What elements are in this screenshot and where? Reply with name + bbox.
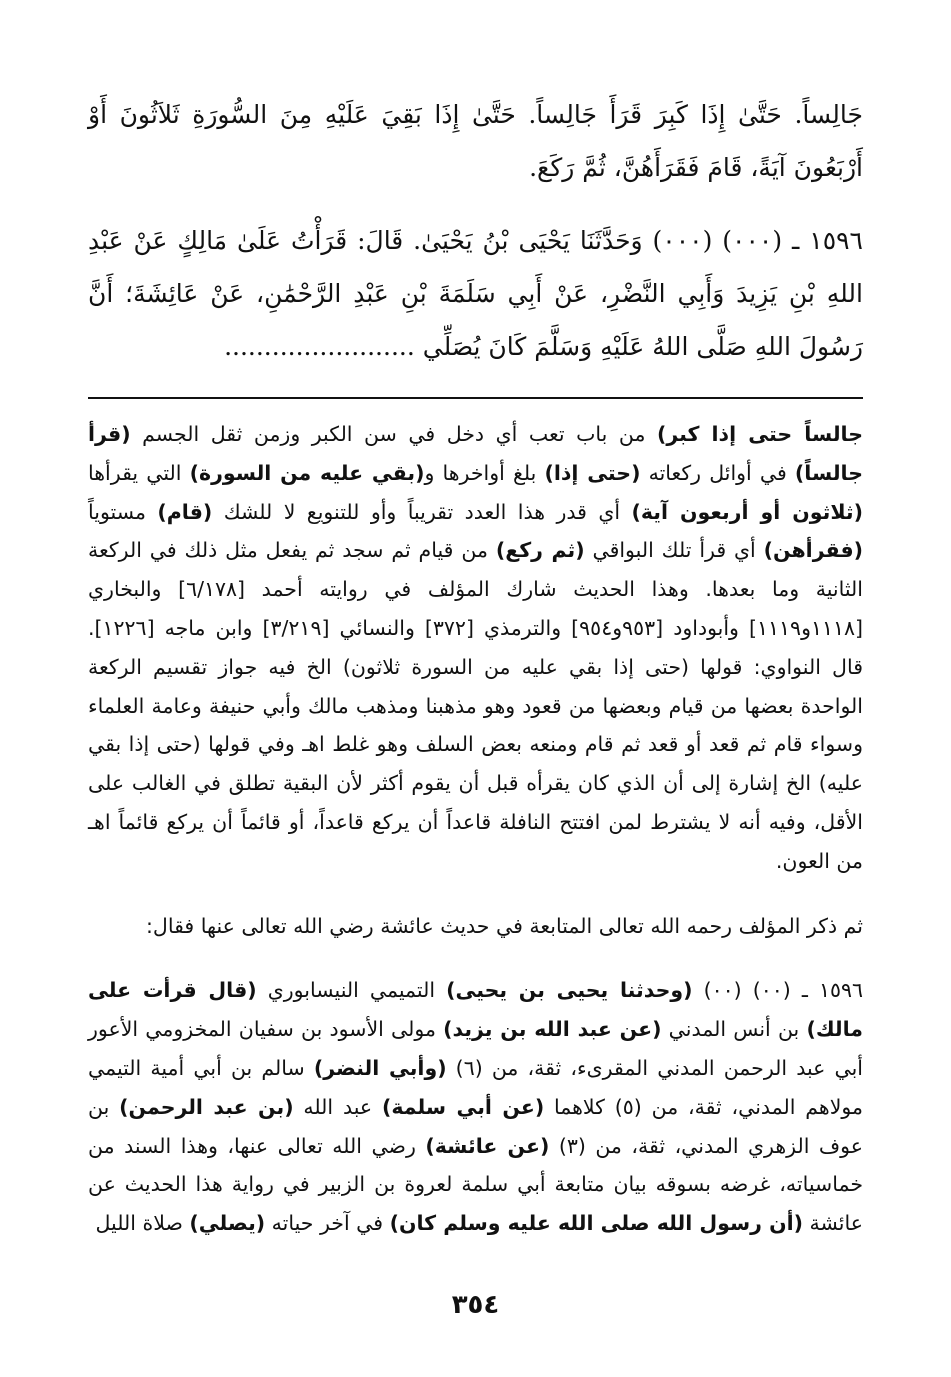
commentary-lemma: (ثم ركع) [495, 538, 585, 563]
hadith-paragraph-1: جَالِساً. حَتَّىٰ إِذَا كَبِرَ قَرَأَ جَالِساً. حَتَّىٰ إِذَا بَقِيَ عَلَيْهِ مِنَ السُّورَةِ ثَلاَثُونَ أَوْ أَرْبَعُونَ آيَةً، قَامَ فَقَرَأَهُنَّ، ثُمَّ رَكَعَ. [88, 100, 863, 182]
commentary-lemma: جالساً حتى إذا كبر) [656, 422, 863, 446]
book-page [88, 88, 863, 1255]
commentary-lemma: (وحدثنا يحيى بن يحيى) [446, 978, 693, 1003]
commentary-lemma: (عن عبد الله بن يزيد) [443, 1017, 662, 1042]
commentary-lemma: (عن عائشة) [425, 1133, 550, 1158]
hadith-paragraph-2: ١٥٩٦ ـ (٠٠٠) (٠٠٠) وَحَدَّثَنَا يَحْيَى بْنُ يَحْيَىٰ. قَالَ: قَرَأْتُ عَلَىٰ مَالِكٍ عَنْ عَبْدِ اللهِ بْنِ يَزِيدَ وَأَبِي النَّضْرِ، عَنْ أَبِي سَلَمَةَ بْنِ عَبْدِ الرَّحْمَٰنِ، عَنْ عَائِشَةَ؛ أَنَّ رَسُولَ اللهِ صَلَّى اللهُ عَلَيْهِ وَسَلَّمَ كَانَ يُصَلِّي ........................ [88, 226, 863, 361]
commentary-lemma: (قام) [157, 499, 213, 524]
commentary-lemma: (قال قرأت على مالك) [88, 978, 863, 1042]
commentary-lemma: (بن عبد الرحمن) [119, 1094, 294, 1119]
commentary [88, 415, 863, 1243]
commentary-lemma: (قرأ جالساً) [88, 422, 863, 485]
commentary-lemma: (بقي عليه من السورة) [189, 460, 425, 485]
commentary-lemma: (عن أبي سلمة) [381, 1094, 545, 1119]
commentary-lemma: (حتى إذا) [544, 460, 641, 485]
commentary-lemma: (فقرأهن) [763, 538, 863, 563]
hadith-text [88, 88, 863, 373]
commentary-paragraph-2: ثم ذكر المؤلف رحمه الله تعالى المتابعة في حديث عائشة رضي الله تعالى عنها فقال: [146, 913, 863, 938]
commentary-paragraph-3: ١٥٩٦ ـ (٠٠) (٠٠) (وحدثنا يحيى بن يحيى) التميمي النيسابوري (قال قرأت على مالك) بن أنس المدني (عن عبد الله بن يزيد) مولى الأسود بن سفيان المخزومي الأعور أبي عبد الرحمن المدني المقرىء، ثقة، من (٦) (وأبي النضر) سالم بن أبي أمية التيمي مولاهم المدني، ثقة، من (٥) كلاهما (عن أبي سلمة) عبد الله (بن عبد الرحمن) بن عوف الزهري المدني، ثقة، من (٣) (عن عائشة) رضي الله تعالى عنها، وهذا السند من خماسياته، غرضه بسوقه بيان متابعة أبي سلمة لعروة بن الزبير في رواية هذا الحديث عن عائشة (أن رسول الله صلى الله عليه وسلم كان) في آخر حياته (يصلي) صلاة الليل [88, 978, 864, 1236]
page-number: ٣٥٤ [451, 1290, 500, 1320]
commentary-lemma: (يصلي) [189, 1211, 266, 1236]
separator-line [88, 397, 863, 399]
commentary-lemma: (ثلاثون أو أربعون آية) [631, 499, 863, 524]
commentary-lemma: (وأبي النضر) [313, 1055, 447, 1080]
commentary-lemma: (أن رسول الله صلى الله عليه وسلم كان) [389, 1211, 804, 1236]
commentary-paragraph-1: جالساً حتى إذا كبر) من باب تعب أي دخل في سن الكبر وزمن ثقل الجسم (قرأ جالساً) في أوائل ركعاته (حتى إذا) بلغ أواخرها و(بقي عليه من السورة) التي يقرأها (ثلاثون أو أربعون آية) أي قدر هذا العدد تقريباً وأو للتنويع لا للشك (قام) مستوياً (فقرأهن) أي قرأ تلك البواقي (ثم ركع) من قيام ثم سجد ثم يفعل مثل ذلك في الركعة الثانية وما بعدها. وهذا الحديث شارك المؤلف في روايته أحمد [٦/١٧٨] والبخاري [١١١٨و١١١٩] وأبوداود [٩٥٣و٩٥٤] والترمذي [٣٧٢] والنسائي [٣/٢١٩] وابن ماجه [١٢٢٦]. قال النواوي: قولها (حتى إذا بقي عليه من السورة ثلاثون) الخ فيه جواز تقسيم الركعة الواحدة بعضها من قيام وبعضها من قعود وهو مذهبنا ومذهب مالك وأبي حنيفة وعامة العلماء وسواء قام ثم قعد أو قعد ثم قام ومنعه بعض السلف وهو غلط اهـ وفي قولها (حتى إذا بقي عليه) الخ إشارة إلى أن الذي كان يقرأه قبل أن يقوم أكثر لأن البقية تطلق في الغالب على الأقل، وفيه أنه لا يشترط لمن افتتح النافلة قاعداً أن يركع قاعداً، أو قائماً أن يركع قائماً اهـ من العون. [88, 422, 864, 873]
